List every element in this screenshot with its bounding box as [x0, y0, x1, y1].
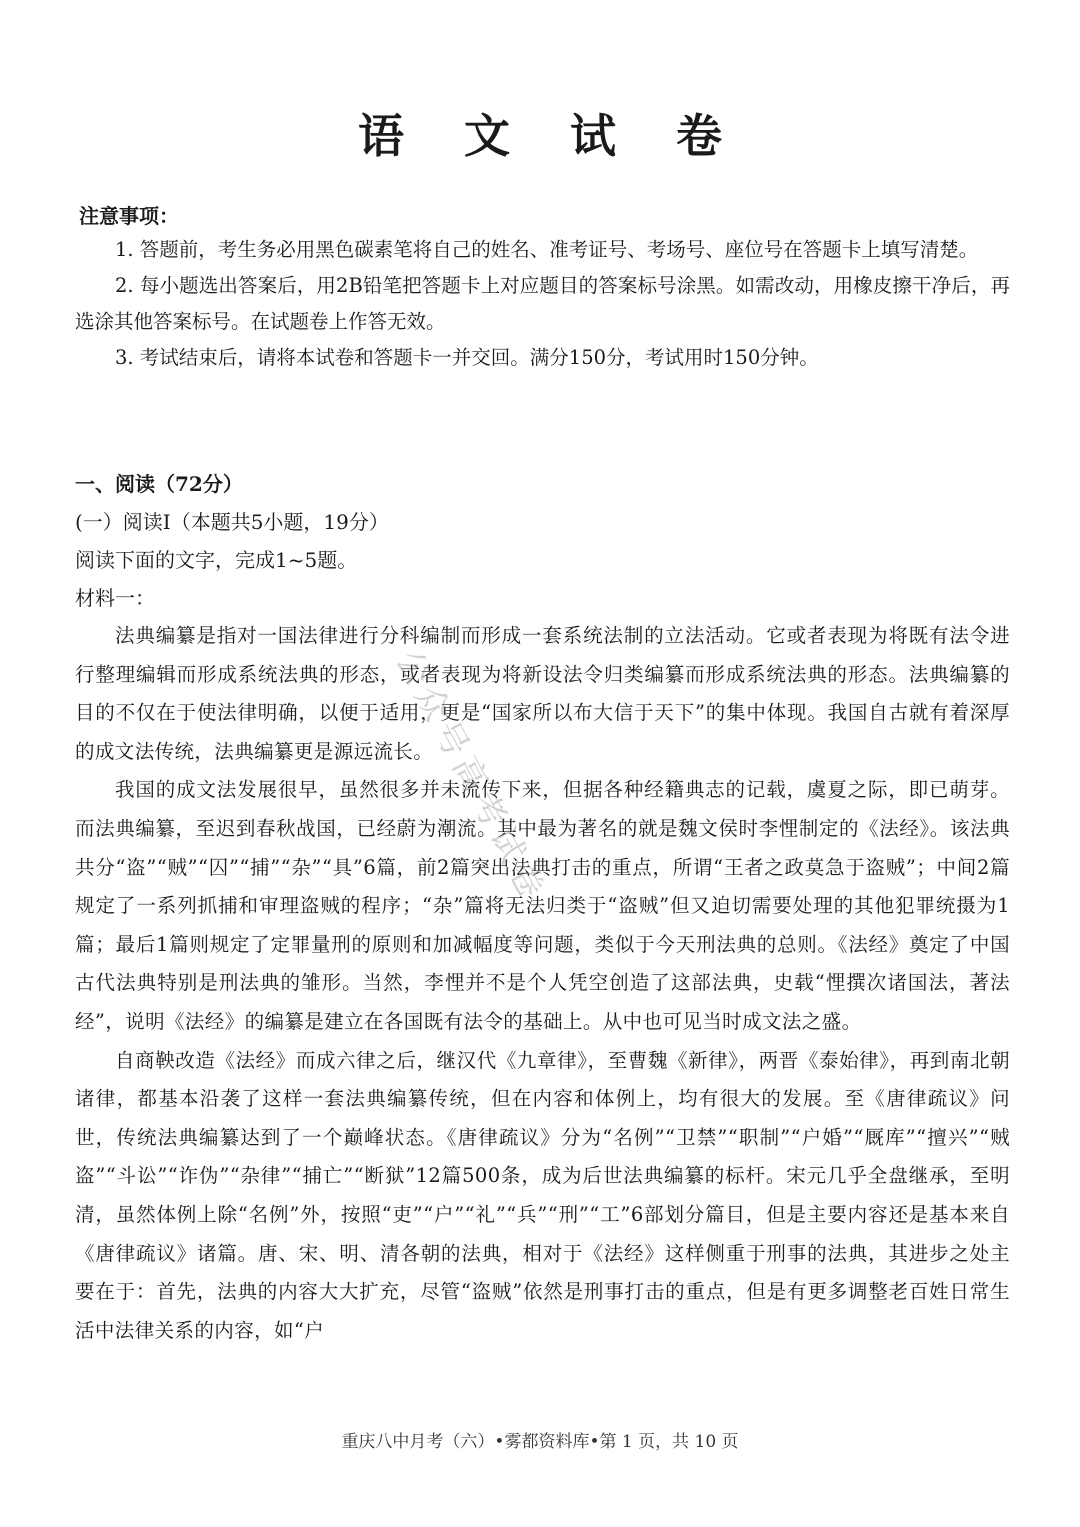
reading-section: [75, 465, 1010, 1350]
notes-block: [75, 200, 1010, 376]
paragraph: 法典编纂是指对一国法律进行分科编制而形成一套系统法制的立法活动。它或者表现为将既有法令进行整理编辑而形成系统法典的形态，或者表现为将新设法令归类编纂而形成系统法典的形态。法典编纂的目的不仅在于使法律明确，以便于适用，更是“国家所以布大信于天下”的集中体现。我国自古就有着深厚的成文法传统，法典编纂更是源远流长。: [75, 624, 1010, 763]
note-item-1: 1. 答题前，考生务必用黑色碳素笔将自己的姓名、准考证号、考场号、座位号在答题卡上填写清楚。: [115, 238, 979, 261]
section-instruction: 阅读下面的文字，完成1~5题。: [75, 548, 358, 572]
section-heading: 一、阅读（72分）: [75, 472, 243, 496]
note-item-2: 2. 每小题选出答案后，用2B铅笔把答题卡上对应题目的答案标号涂黑。如需改动，用橡皮擦干净后，再选涂其他答案标号。在试题卷上作答无效。: [75, 274, 1010, 333]
watermark: 公众号高考试卷: [387, 643, 555, 910]
notes-heading: 注意事项：: [79, 204, 179, 228]
material-label: 材料一：: [75, 586, 155, 610]
page-footer: 重庆八中月考（六）•雾都资料库•第 1 页，共 10 页: [341, 1432, 739, 1452]
page-title: 语 文 试 卷: [357, 109, 745, 163]
note-item-3: 3. 考试结束后，请将本试卷和答题卡一并交回。满分150分，考试用时150分钟。: [115, 346, 819, 369]
paragraph: 自商鞅改造《法经》而成六律之后，继汉代《九章律》，至曹魏《新律》，两晋《泰始律》，再到南北朝诸律，都基本沿袭了这样一套法典编纂传统，但在内容和体例上，均有很大的发展。至《唐律疏议》问世，传统法典编纂达到了一个巅峰状态。《唐律疏议》分为“名例”“卫禁”“职制”“户婚”“厩库”“擅兴”“贼盗”“斗讼”“诈伪”“杂律”“捕亡”“断狱”12篇500条，成为后世法典编纂的标杆。宋元几乎全盘继承，至明清，虽然体例上除“名例”外，按照“吏”“户”“礼”“兵”“刑”“工”6部划分篇目，但是主要内容还是基本来自《唐律疏议》诸篇。唐、宋、明、清各朝的法典，相对于《法经》这样侧重于刑事的法典，其进步之处主要在于：首先，法典的内容大大扩充，尽管“盗贼”依然是刑事打击的重点，但是有更多调整老百姓日常生活中法律关系的内容，如“户: [75, 1048, 1010, 1342]
paragraph: 我国的成文法发展很早，虽然很多并未流传下来，但据各种经籍典志的记载，虞夏之际，即已萌芽。而法典编纂，至迟到春秋战国，已经蔚为潮流。其中最为著名的就是魏文侯时李悝制定的《法经》。该法典共分“盗”“贼”“囚”“捕”“杂”“具”6篇，前2篇突出法典打击的重点，所谓“王者之政莫急于盗贼”；中间2篇规定了一系列抓捕和审理盗贼的程序；“杂”篇将无法归类于“盗贼”但又迫切需要处理的其他犯罪统摄为1篇；最后1篇则规定了定罪量刑的原则和加减幅度等问题，类似于今天刑法典的总则。《法经》奠定了中国古代法典特别是刑法典的雏形。当然，李悝并不是个人凭空创造了这部法典，史载“悝撰次诸国法，著法经”，说明《法经》的编纂是建立在各国既有法令的基础上。从中也可见当时成文法之盛。: [75, 778, 1010, 1033]
section-subheading: (一）阅读Ⅰ（本题共5小题，19分）: [75, 510, 389, 534]
